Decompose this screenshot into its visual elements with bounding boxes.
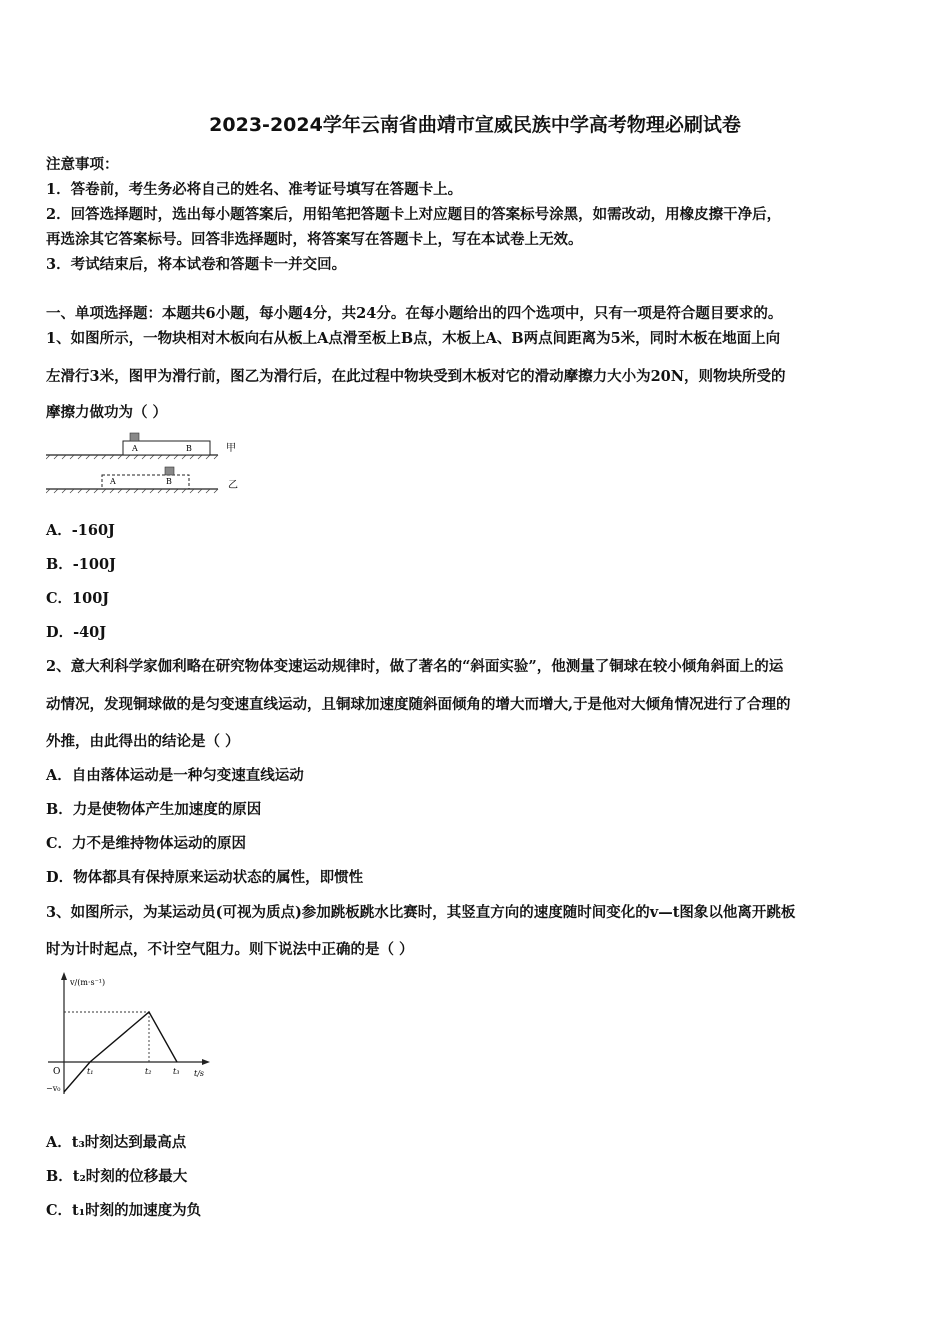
q1-board-figure bbox=[46, 430, 246, 496]
notice-item-3: 3．考试结束后，将本试卷和答题卡一并交回。 bbox=[46, 256, 347, 273]
q2-line-2: 动情况，发现铜球做的是匀变速直线运动，且铜球加速度随斜面倾角的增大而增大,于是他对大倾角情况进行了合理的 bbox=[46, 696, 791, 713]
q1-option-d: D．-40J bbox=[46, 624, 107, 641]
q1-line-2: 左滑行3米，图甲为滑行前，图乙为滑行后，在此过程中物块受到木板对它的滑动摩擦力大小为20N，则物块所受的 bbox=[46, 368, 786, 385]
q2-option-c: C．力不是维持物体运动的原因 bbox=[46, 835, 247, 852]
q3-option-b: B．t₂时刻的位移最大 bbox=[46, 1168, 188, 1185]
q1-option-a: A．-160J bbox=[46, 522, 115, 539]
q3-origin-label: O bbox=[53, 1067, 61, 1077]
q1-label-a: A bbox=[132, 444, 138, 453]
q3-line-2: 时为计时起点，不计空气阻力。则下说法中正确的是（ ） bbox=[46, 941, 414, 958]
page-title: 2023-2024学年云南省曲靖市宣威民族中学高考物理必刷试卷 bbox=[209, 114, 741, 136]
q3-t1-label: t₁ bbox=[87, 1067, 94, 1076]
q2-option-a: A．自由落体运动是一种匀变速直线运动 bbox=[46, 767, 304, 784]
q3-line-1: 3、如图所示，为某运动员(可视为质点)参加跳板跳水比赛时，其竖直方向的速度随时间变化的v—t图象以他离开跳板 bbox=[46, 904, 796, 921]
q1-block-jia bbox=[130, 433, 139, 441]
q2-option-b: B．力是使物体产生加速度的原因 bbox=[46, 801, 262, 818]
q2-option-d: D．物体都具有保持原来运动状态的属性，即惯性 bbox=[46, 869, 364, 886]
q1-line-3: 摩擦力做功为（ ） bbox=[46, 404, 168, 421]
q1-option-b: B．-100J bbox=[46, 556, 116, 573]
q3-t3-label: t₃ bbox=[173, 1067, 180, 1076]
q3-vt-graph bbox=[44, 970, 219, 1100]
q3-option-c: C．t₁时刻的加速度为负 bbox=[46, 1202, 202, 1219]
notice-item-2-cont: 再选涂其它答案标号。回答非选择题时，将答案写在答题卡上，写在本试卷上无效。 bbox=[46, 231, 583, 248]
notice-heading: 注意事项： bbox=[46, 156, 119, 173]
section-heading: 一、单项选择题：本题共6小题，每小题4分，共24分。在每小题给出的四个选项中，只有一项是符合题目要求的。 bbox=[46, 305, 783, 322]
q3-option-a: A．t₃时刻达到最高点 bbox=[46, 1134, 187, 1151]
q3-y-label: v/(m·s⁻¹) bbox=[70, 978, 106, 987]
q1-block-yi bbox=[165, 467, 174, 475]
q1-label-b-yi: B bbox=[166, 477, 172, 486]
q2-line-3: 外推，由此得出的结论是（ ） bbox=[46, 733, 240, 750]
q3-x-label: t/s bbox=[194, 1069, 205, 1078]
q3-vt-curve bbox=[64, 1012, 180, 1092]
q1-line-1: 1、如图所示，一物块相对木板向右从板上A点滑至板上B点，木板上A、B两点间距离为5米，同时木板在地面上向 bbox=[46, 330, 781, 347]
q1-label-b: B bbox=[186, 444, 192, 453]
notice-item-2: 2．回答选择题时，选出每小题答案后，用铅笔把答题卡上对应题目的答案标号涂黑，如需改动，用橡皮擦干净后， bbox=[46, 206, 782, 223]
q1-label-jia: 甲 bbox=[226, 443, 236, 454]
q3-t2-label: t₂ bbox=[145, 1067, 152, 1076]
q3-v0-label: −v₀ bbox=[46, 1084, 61, 1093]
q1-label-a-yi: A bbox=[110, 477, 116, 486]
q1-label-yi: 乙 bbox=[228, 480, 238, 491]
q1-option-c: C．100J bbox=[46, 590, 110, 607]
q2-line-1: 2、意大利科学家伽利略在研究物体变速运动规律时，做了著名的“斜面实验”，他测量了铜球在较小倾角斜面上的运 bbox=[46, 658, 784, 675]
notice-item-1: 1．答卷前，考生务必将自己的姓名、准考证号填写在答题卡上。 bbox=[46, 181, 463, 198]
